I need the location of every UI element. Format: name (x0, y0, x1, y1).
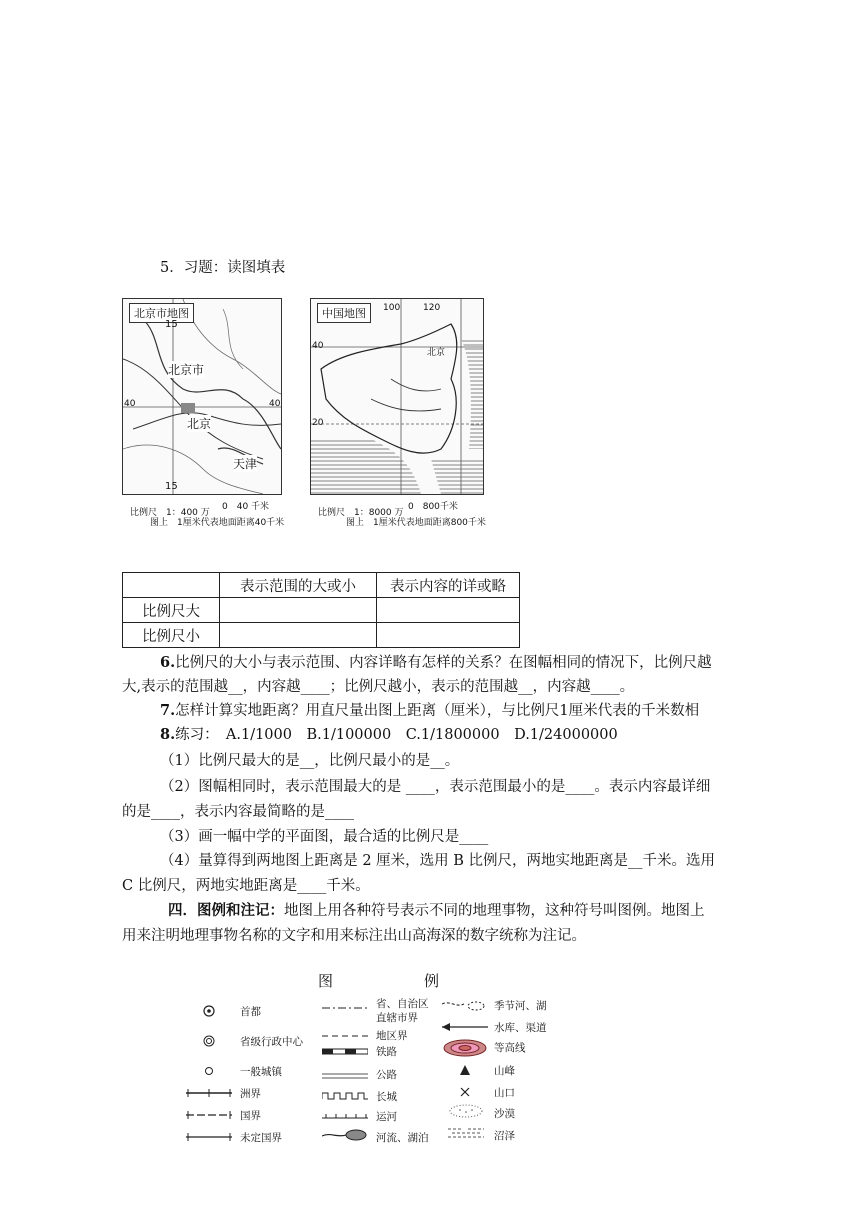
china-lon-100: 100 (383, 303, 401, 313)
continent-border-icon (186, 1088, 232, 1098)
contour-line-icon (442, 1038, 488, 1058)
beijing-scale-bar: 0 40 千米 (222, 502, 270, 512)
q6-line1 (160, 653, 732, 673)
china-scale-desc: 图上 1厘米代表地面距离800千米 (346, 518, 486, 528)
legend-title-left: 图 (318, 972, 334, 990)
table-row (123, 623, 520, 648)
mountain-pass-icon (459, 1086, 471, 1098)
china-lat-40: 40 (312, 341, 324, 351)
beijing-scale-desc: 图上 1厘米代表地面距离40千米 (150, 518, 285, 528)
beijing-lat-right: 40 (269, 399, 281, 409)
q8-part1: （1）比例尺最大的是__，比例尺最小的是__。 (160, 753, 460, 769)
section4-head: 四．图例和注记： (168, 902, 284, 919)
map-legend (180, 970, 570, 1150)
legend-item: 未定国界 (240, 1132, 282, 1144)
beijing-scale-text: 比例尺 1：400 万 (130, 508, 210, 518)
table-cell[interactable] (377, 623, 520, 648)
railway-icon (322, 1048, 368, 1056)
china-lat-20: 20 (312, 418, 324, 428)
legend-item: 地区界 (376, 1030, 408, 1042)
beijing-city-label: 北京市 (168, 363, 205, 377)
capital-icon (202, 1004, 216, 1018)
q7-line1 (160, 701, 732, 721)
legend-item: 等高线 (494, 1042, 526, 1054)
table-cell[interactable] (220, 623, 377, 648)
tianjin-label: 天津 (233, 457, 258, 471)
province-border-icon (322, 1004, 368, 1012)
legend-item: 水库、渠道 (494, 1022, 547, 1034)
china-scale-text: 比例尺 1：8000 万 (318, 508, 404, 518)
table-cell[interactable] (220, 598, 377, 623)
section4-text1: 地图上用各种符号表示不同的地理事物，这种符号叫图例。地图上 (284, 903, 705, 919)
desert-icon (448, 1104, 484, 1118)
legend-item: 长城 (376, 1091, 397, 1103)
town-icon (202, 1064, 216, 1078)
q8-part4a: （4）量算得到两地图上距离是 2 厘米，选用 B 比例尺，两地实地距离是__千米。选用 (160, 853, 716, 869)
legend-title-right: 例 (424, 972, 440, 990)
great-wall-icon (322, 1091, 368, 1101)
table-cell[interactable] (377, 598, 520, 623)
beijing-map (122, 298, 282, 495)
china-map-lines (311, 299, 483, 494)
legend-item: 洲界 (240, 1088, 261, 1100)
section4-line2: 用来注明地理事物名称的文字和用来标注出山高海深的数字统称为注记。 (122, 928, 586, 944)
q8-part2a: （2）图幅相同时，表示范围最大的是 ____，表示范围最小的是____。表示内容最详细 (160, 779, 711, 795)
beijing-lat-left: 40 (124, 399, 136, 409)
table-header-cell: 表示范围的大或小 (220, 573, 377, 598)
reservoir-canal-icon (442, 1022, 488, 1032)
legend-item: 国界 (240, 1110, 261, 1122)
beijing-lon-top: 15 (165, 319, 178, 330)
provincial-center-icon (202, 1034, 216, 1048)
q6-line2: 大,表示的范围越__，内容越____；比例尺越小，表示的范围越__，内容越____。 (122, 679, 635, 695)
legend-item: 首都 (240, 1006, 261, 1018)
seasonal-river-icon (442, 998, 488, 1012)
section5-title: 5．习题：读图填表 (160, 260, 286, 276)
legend-item: 直辖市界 (376, 1012, 418, 1024)
china-beijing-label: 北京 (427, 348, 446, 358)
q8-number: 8. (160, 726, 176, 743)
legend-item: 沼泽 (494, 1130, 515, 1142)
china-map (310, 298, 484, 495)
beijing-map-lines (123, 299, 281, 494)
beijing-map-title: 北京市地图 (129, 303, 194, 323)
q8-part4b: C 比例尺，两地实地距离是____千米。 (122, 878, 370, 894)
q7-text1: 怎样计算实地距离？用直尺量出图上距离（厘米），与比例尺1厘米代表的千米数相 (175, 703, 700, 719)
q8-part2b: 的是____，表示内容最简略的是____ (122, 804, 354, 820)
beijing-lon-bottom: 15 (165, 481, 178, 492)
fill-table (122, 572, 520, 648)
legend-item: 河流、湖泊 (376, 1132, 429, 1144)
q8-head: 练习： A.1/1000 B.1/100000 C.1/1800000 D.1/24000000 (175, 727, 618, 743)
section4-line1 (168, 901, 732, 921)
q8-part3: （3）画一幅中学的平面图，最合适的比例尺是____ (160, 829, 489, 845)
legend-item: 公路 (376, 1069, 397, 1081)
table-header-row (123, 573, 520, 598)
table-row (123, 598, 520, 623)
q8-head-line (160, 725, 732, 745)
china-map-title: 中国地图 (317, 303, 371, 323)
canal-icon (322, 1112, 368, 1120)
district-border-icon (322, 1032, 368, 1040)
swamp-icon (446, 1126, 486, 1140)
china-scale-bar: 0 800千米 (408, 502, 458, 512)
legend-item: 铁路 (376, 1046, 397, 1058)
river-lake-icon (322, 1128, 368, 1142)
china-lon-120: 120 (423, 303, 441, 313)
q6-text1: 比例尺的大小与表示范围、内容详略有怎样的关系？在图幅相同的情况下，比例尺越 (175, 655, 712, 671)
legend-item: 运河 (376, 1111, 397, 1123)
legend-item: 季节河、湖 (494, 1000, 547, 1012)
legend-item: 省级行政中心 (240, 1036, 303, 1048)
legend-item: 沙漠 (494, 1108, 515, 1120)
beijing-label: 北京 (187, 417, 212, 431)
highway-icon (322, 1072, 368, 1080)
national-border-icon (186, 1110, 232, 1120)
table-row-label: 比例尺大 (123, 598, 220, 623)
legend-item: 省、自治区 (376, 998, 429, 1010)
undefined-border-icon (186, 1132, 232, 1142)
table-header-cell: 表示内容的详或略 (377, 573, 520, 598)
table-row-label: 比例尺小 (123, 623, 220, 648)
q6-number: 6. (160, 654, 176, 671)
legend-item: 一般城镇 (240, 1066, 282, 1078)
q7-number: 7. (160, 702, 176, 719)
legend-item: 山峰 (494, 1065, 515, 1077)
table-header-cell (123, 573, 220, 598)
mountain-peak-icon (459, 1064, 471, 1076)
legend-item: 山口 (494, 1087, 515, 1099)
